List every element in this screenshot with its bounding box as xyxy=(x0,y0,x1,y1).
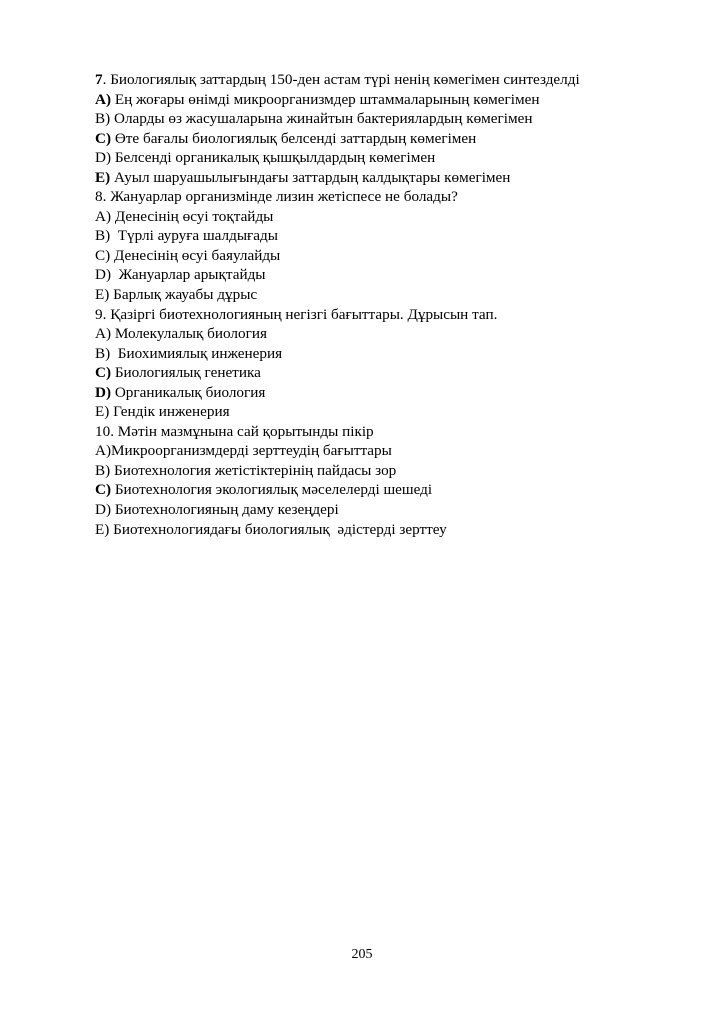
option-text: Ауыл шаруашылығындағы заттардың калдықтары көмегімен xyxy=(113,168,511,186)
option-letter: B) xyxy=(95,227,111,245)
option-letter: C) xyxy=(95,481,112,499)
option-text: Оларды өз жасушаларына жинайтын бактериялардың көмегімен xyxy=(113,110,533,128)
answer-option xyxy=(95,324,655,344)
answer-option xyxy=(95,441,655,461)
option-text: Органикалық биология xyxy=(114,383,266,401)
question-body: Биологиялық заттардың 150-ден астам түрі ненің көмегімен синтезделді xyxy=(110,71,580,88)
question-number: 10 xyxy=(95,422,111,440)
answer-option xyxy=(95,129,655,149)
answer-option xyxy=(95,246,655,266)
question-number: 9 xyxy=(95,305,103,323)
option-letter: D) xyxy=(95,266,112,284)
answer-option xyxy=(95,402,655,422)
question-list xyxy=(95,70,655,539)
option-text: Барлық жауабы дұрыс xyxy=(113,286,258,304)
answer-option xyxy=(95,226,655,246)
option-letter: C) xyxy=(95,364,112,382)
option-text: Денесінің өсуі тоқтайды xyxy=(114,207,274,225)
option-text: Ең жоғары өнімді микроорганизмдер штаммаларының көмегімен xyxy=(114,90,540,108)
question-body: Қазіргі биотехнологияның негізгі бағыттары. Дұрысын тап. xyxy=(110,305,498,323)
question-text: 8. Жануарлар организмінде лизин жетіспесе не болады? xyxy=(95,188,458,206)
option-text: Биотехнология экологиялық мәселелерді шешеді xyxy=(114,481,433,499)
option-text: Гендік инженерия xyxy=(113,403,230,421)
option-letter: D) xyxy=(95,149,112,167)
answer-option xyxy=(95,344,655,364)
option-text: Түрлі ауруға шалдығады xyxy=(113,227,278,245)
question-body: Жануарлар организмінде лизин жетіспесе не болады? xyxy=(110,188,458,206)
answer-option xyxy=(95,461,655,481)
option-letter: B) xyxy=(95,461,111,479)
option-letter: E) xyxy=(95,520,110,538)
option-letter: A) xyxy=(95,442,112,460)
question-body: Мәтін мазмұнына сай қорытынды пікір xyxy=(117,422,374,440)
answer-option xyxy=(95,480,655,500)
option-text: Биотехнологиядағы биологиялық әдістерді зерттеу xyxy=(113,520,447,538)
option-text: Биологиялық генетика xyxy=(114,364,261,382)
option-letter: A) xyxy=(95,207,112,225)
option-letter: C) xyxy=(95,129,112,147)
question-text: 9. Қазіргі биотехнологияның негізгі бағыттары. Дұрысын тап. xyxy=(95,305,498,323)
answer-option xyxy=(95,285,655,305)
question-number: 7 xyxy=(95,71,103,88)
option-letter: A) xyxy=(95,325,112,343)
answer-option xyxy=(95,265,655,285)
option-text: Биохимиялық инженерия xyxy=(113,344,283,362)
option-text: Биотехнологияның даму кезеңдері xyxy=(114,501,339,519)
answer-option xyxy=(95,168,655,188)
question-number: 8 xyxy=(95,188,103,206)
option-letter: D) xyxy=(95,383,112,401)
answer-option xyxy=(95,520,655,540)
option-text: Молекулалық биология xyxy=(114,325,267,343)
option-text: Белсенді органикалық қышқылдардың көмегімен xyxy=(114,149,436,167)
option-text: Биотехнология жетістіктерінің пайдасы зор xyxy=(113,461,397,479)
option-text: Жануарлар арықтайды xyxy=(114,266,266,284)
option-letter: C) xyxy=(95,246,111,264)
option-letter: A) xyxy=(95,90,112,108)
answer-option xyxy=(95,500,655,520)
option-letter: B) xyxy=(95,344,111,362)
answer-option xyxy=(95,363,655,383)
option-text: Денесінің өсуі баяулайды xyxy=(113,246,281,264)
answer-option xyxy=(95,109,655,129)
answer-option xyxy=(95,148,655,168)
question-text: 7. Биологиялық заттардың 150-ден астам түрі ненің көмегімен синтезделді xyxy=(95,71,580,88)
option-letter: E) xyxy=(95,168,111,186)
option-text: Өте бағалы биологиялық белсенді заттардың көмегімен xyxy=(114,129,477,147)
option-letter: B) xyxy=(95,110,111,128)
option-text: Микроорганизмдерді зерттеудің бағыттары xyxy=(111,442,392,460)
option-letter: E) xyxy=(95,286,110,304)
answer-option xyxy=(95,207,655,227)
page-number: 205 xyxy=(351,947,373,962)
option-letter: D) xyxy=(95,501,112,519)
option-letter: E) xyxy=(95,403,110,421)
question-text: 10. Мәтін мазмұнына сай қорытынды пікір xyxy=(95,422,374,440)
answer-option xyxy=(95,90,655,110)
answer-option xyxy=(95,383,655,403)
